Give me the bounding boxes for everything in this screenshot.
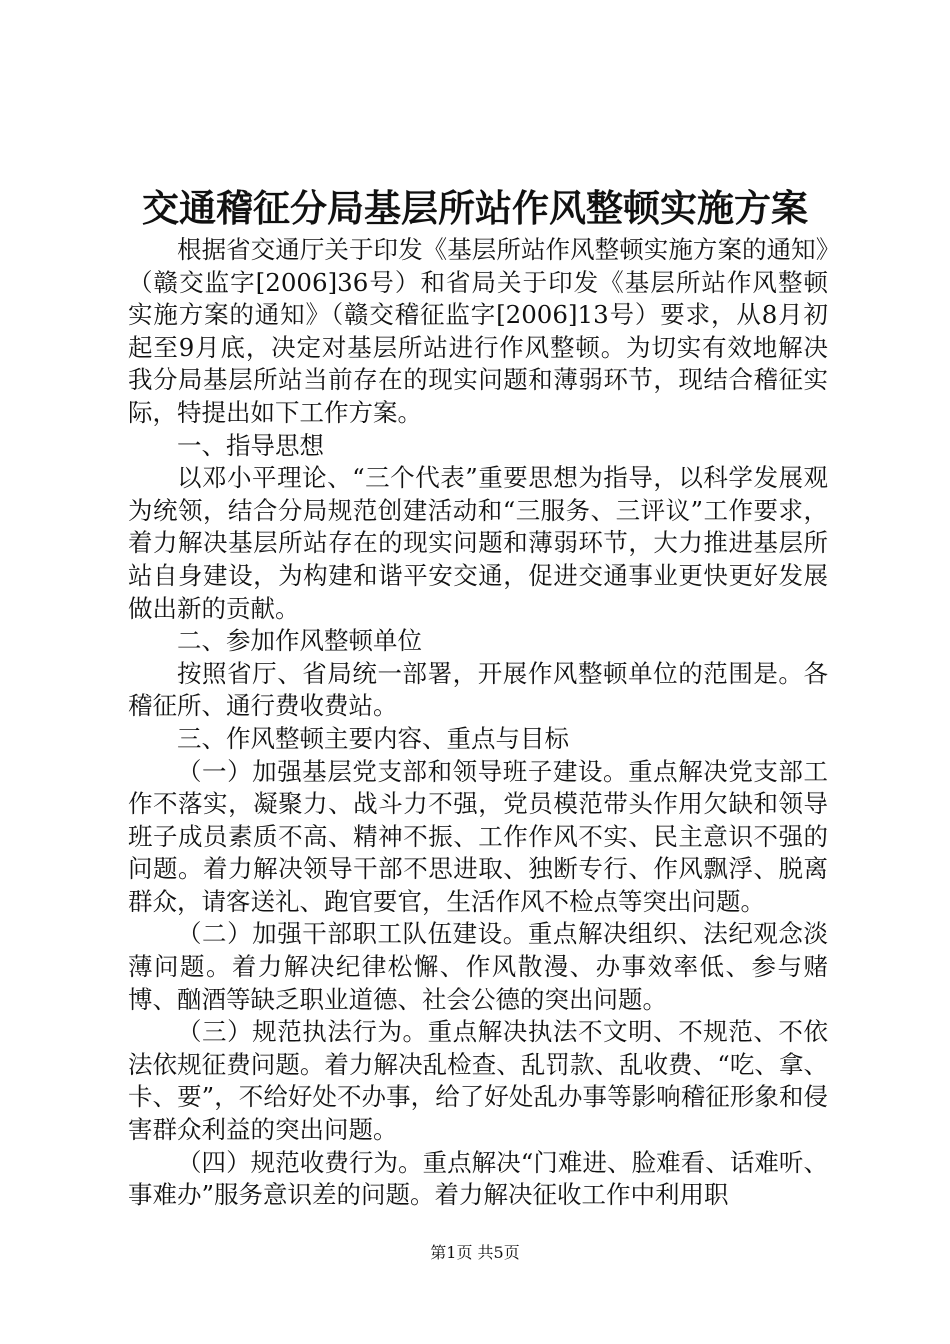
paragraph-guiding-thought: 以邓小平理论、“三个代表”重要思想为指导，以科学发展观为统领，结合分局规范创建活动和“三服务、三评议”工作要求，着力解决基层所站存在的现实问题和薄弱环节，大力推进基层所站自身建设，为构建和谐平安交通，促进交通事业更快更好发展做出新的贡献。 — [128, 463, 828, 623]
document-title: 交通稽征分局基层所站作风整顿实施方案 — [142, 186, 808, 230]
section-heading-3: 三、作风整顿主要内容、重点与目标 — [177, 723, 569, 753]
paragraph-item-4: （四）规范收费行为。重点解决“门难进、脸难看、话难听、事难办”服务意识差的问题。着力解决征收工作中利用职 — [128, 1147, 828, 1210]
document-body — [128, 234, 828, 1212]
paragraph-item-2: （二）加强干部职工队伍建设。重点解决组织、法纪观念淡薄问题。着力解决纪律松懈、作风散漫、办事效率低、参与赌博、酗酒等缺乏职业道德、社会公德的突出问题。 — [128, 919, 828, 1014]
paragraph-units: 按照省厅、省局统一部署，开展作风整顿单位的范围是。各稽征所、通行费收费站。 — [128, 658, 828, 721]
section-heading-1: 一、指导思想 — [177, 430, 324, 460]
section-heading-2: 二、参加作风整顿单位 — [177, 626, 422, 656]
paragraph-item-1: （一）加强基层党支部和领导班子建设。重点解决党支部工作不落实，凝聚力、战斗力不强，党员模范带头作用欠缺和领导班子成员素质不高、精神不振、工作作风不实、民主意识不强的问题。着力解决领导干部不思进取、独断专行、作风飘浮、脱离群众，请客送礼、跑官要官，生活作风不检点等突出问题。 — [128, 756, 828, 916]
page-footer: 第1页 共5页 — [430, 1243, 520, 1262]
paragraph-intro: 根据省交通厅关于印发《基层所站作风整顿实施方案的通知》（赣交监字[2006]36号）和省局关于印发《基层所站作风整顿实施方案的通知》（赣交稽征监字[2006]13号）要求，从8月初起至9月底，决定对基层所站进行作风整顿。为切实有效地解决我分局基层所站当前存在的现实问题和薄弱环节，现结合稽征实际，特提出如下工作方案。 — [128, 235, 828, 427]
paragraph-item-3: （三）规范执法行为。重点解决执法不文明、不规范、不依法依规征费问题。着力解决乱检查、乱罚款、乱收费、“吃、拿、卡、要”，不给好处不办事，给了好处乱办事等影响稽征形象和侵害群众利益的突出问题。 — [128, 1017, 828, 1145]
